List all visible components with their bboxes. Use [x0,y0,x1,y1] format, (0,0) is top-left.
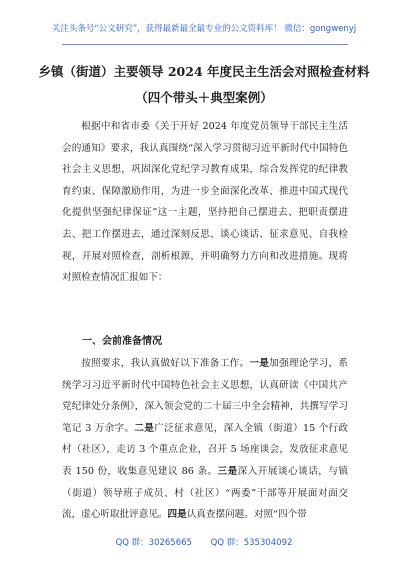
document-subtitle: （四个带头＋典型案例） [135,90,273,105]
header-banner: 关注头条号“公文研究”，获得最新最全最专业的公文资料库！ 微信：gongwenyj [51,24,357,34]
intro-paragraph: 根据中和省市委《关于开好 2024 年度党员领导干部民主生活会的通知》要求，我认真围绕“深入学习贯彻习近平新时代中国特色社会主义思想，巩固深化党纪学习教育成果，综合发挥党的纪律教育约束、保障激励作用，为进一步全面深化改革、推进中国式现代化提供坚强纪律保证”这一主题，坚持把自己摆进去、把职责摆进去、把工作摆进去，通过深刻反思、谈心谈话、征求意见、自我检视，开展对照检查，剖析根源，并明确努力方向和改进措施。现将对照检查情况汇报如下： [62,121,348,284]
section-heading: 一、会前准备情况 [82,336,162,347]
text-run: 加强理论学习，系统学习习近平新时代中国特色社会主义思想，认真研读《中国共产党纪律处分条例》，深入领会党的二十届三中全会精神，共撰写学习笔记 3 万余字。 [62,358,349,434]
text-run: 按照要求，我认真做好以下准备工作。 [81,358,250,369]
footer-qq-group-1: QQ 群：30265665 [115,538,192,548]
footer [0,536,408,548]
footer-qq-group-2: QQ 群：535304092 [210,538,293,548]
bold-label-1: 一是 [249,358,270,369]
bold-label-2: 二是 [134,422,155,434]
header-divider [62,44,348,45]
text-run: 认真查摆问题。对照“四个带 [186,509,307,521]
bold-label-4: 四是 [167,509,187,521]
bold-label-3: 三是 [217,465,238,477]
text-run: 深入开展谈心谈话，与镇（街道）领导班子成员、村（社区）“两委”干部等开展面对面交流，虚心听取批评意见。 [62,465,349,521]
text-run: 广泛征求意见，深入全镇（街道）15 个行政村（社区），走访 3 个重点企业，召开 5 场座谈会，发放征求意见表 150 份，收集意见建议 86 条。 [62,422,349,477]
document-title: 乡镇（街道）主要领导 2024 年度民主生活会对照检查材料 [38,64,370,79]
section-paragraph [62,353,348,526]
